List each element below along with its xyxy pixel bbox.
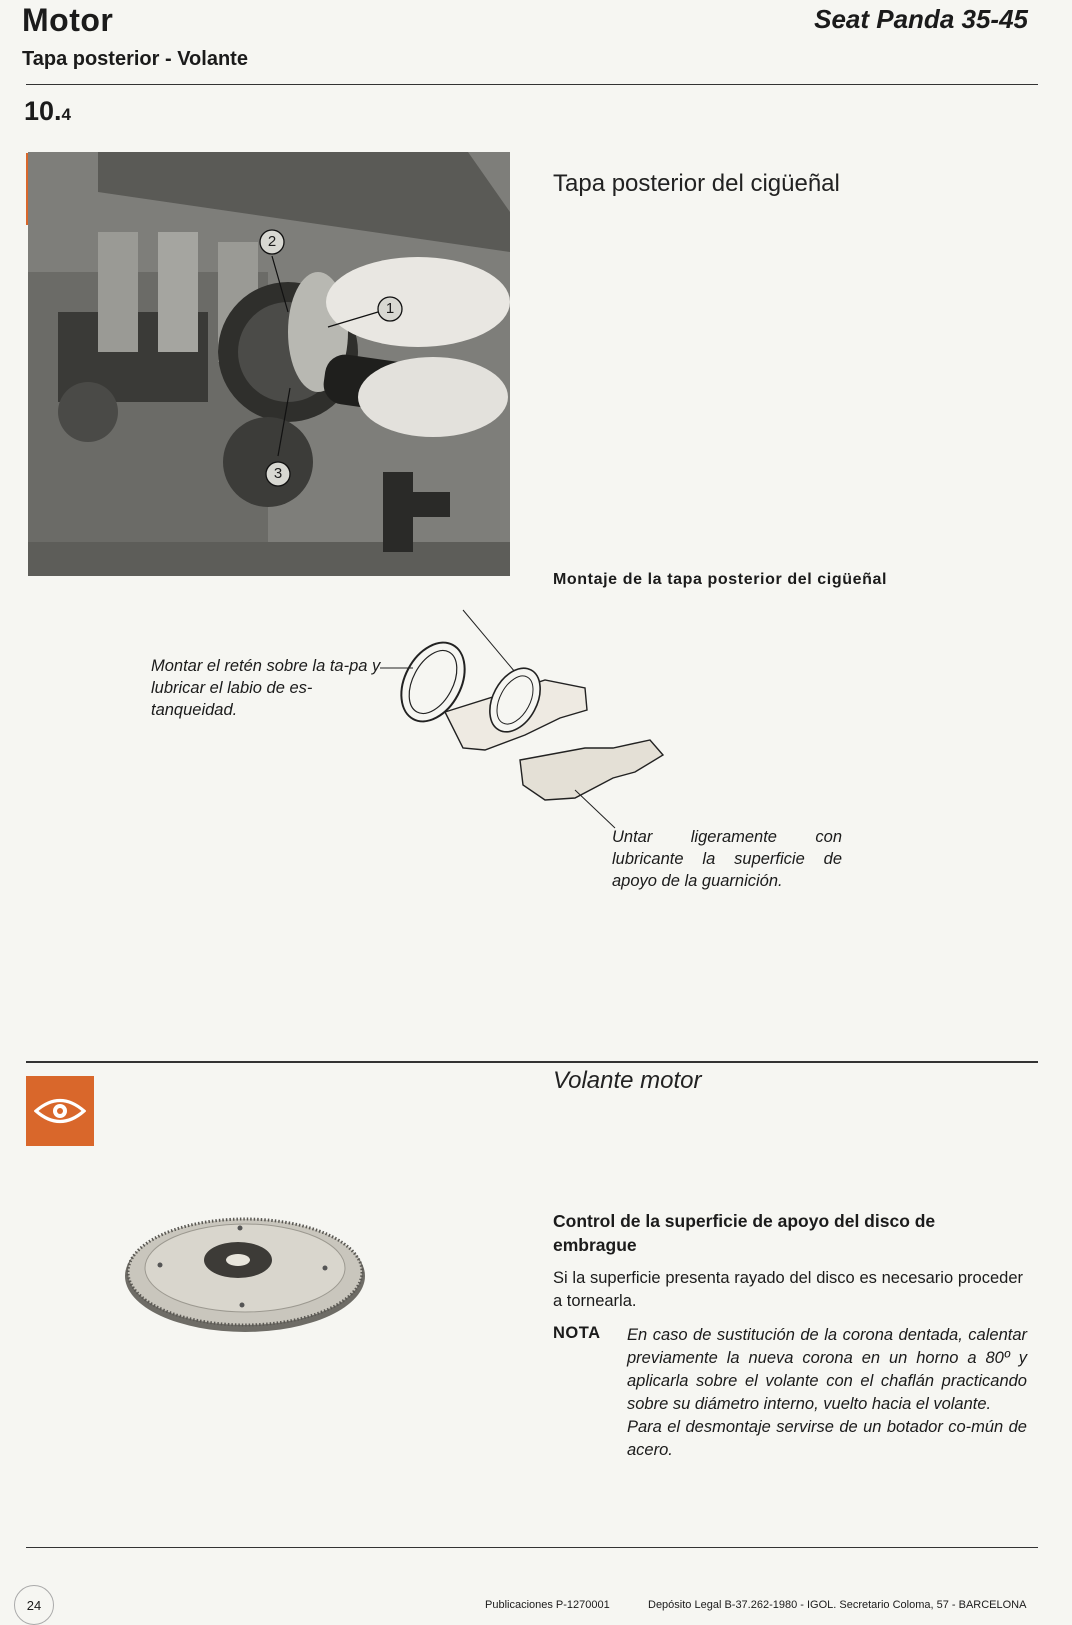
- section2-body: Si la superficie presenta rayado del disco es necesario proceder a tornearla.: [553, 1269, 1023, 1310]
- callout-1: 1: [385, 300, 395, 317]
- section-sub-number: 4: [61, 105, 72, 124]
- footer-rule: [26, 1547, 1038, 1548]
- nota-text: [627, 1324, 1027, 1462]
- nota-label: NOTA: [553, 1324, 601, 1342]
- callout-3: 3: [273, 465, 283, 482]
- cover-seal-diagram: [375, 600, 695, 830]
- footer-publication: Publicaciones P-1270001: [485, 1599, 610, 1611]
- engine-photo: [28, 152, 510, 576]
- engine-photo-illustration: [28, 152, 510, 576]
- section1-photo-caption: Montaje de la tapa posterior del cigüeñal: [553, 571, 887, 588]
- header-title: Motor: [22, 2, 114, 38]
- section-number: [24, 96, 71, 127]
- nota-paragraph-1: En caso de sustitución de la corona dentada, calentar previamente la nueva corona en un horno a 80º y aplicarla sobre el volante con el chaflán practicando sobre su diámetro interno, vuelto hacia el volante.: [627, 1326, 1027, 1413]
- callout-2: 2: [267, 233, 277, 250]
- eye-icon: [34, 1096, 86, 1126]
- section-main-number: 10.: [24, 96, 62, 126]
- page-number: 24: [14, 1585, 54, 1625]
- section2-heading: Control de la superficie de apoyo del disco de embrague: [553, 1211, 936, 1255]
- flywheel-image: [120, 1210, 370, 1335]
- gasket-note: Untar ligeramente con lubricante la superficie de apoyo de la guarnición.: [612, 828, 842, 890]
- footer-legal: Depósito Legal B-37.262-1980 - IGOL. Secretario Coloma, 57 - BARCELONA: [648, 1599, 1027, 1611]
- seal-note: Montar el retén sobre la ta-pa y lubricar el labio de es-tanqueidad.: [151, 657, 381, 719]
- nota-paragraph-2: Para el desmontaje servirse de un botador co-mún de acero.: [627, 1418, 1027, 1459]
- header-model: Seat Panda 35-45: [814, 4, 1028, 34]
- header-subtitle: Tapa posterior - Volante: [22, 48, 248, 70]
- section-divider: [26, 1061, 1038, 1063]
- header-rule: [26, 84, 1038, 85]
- section2-badge: [26, 1076, 94, 1146]
- section2-title: Volante motor: [553, 1067, 702, 1094]
- section1-title: Tapa posterior del cigüeñal: [553, 170, 840, 197]
